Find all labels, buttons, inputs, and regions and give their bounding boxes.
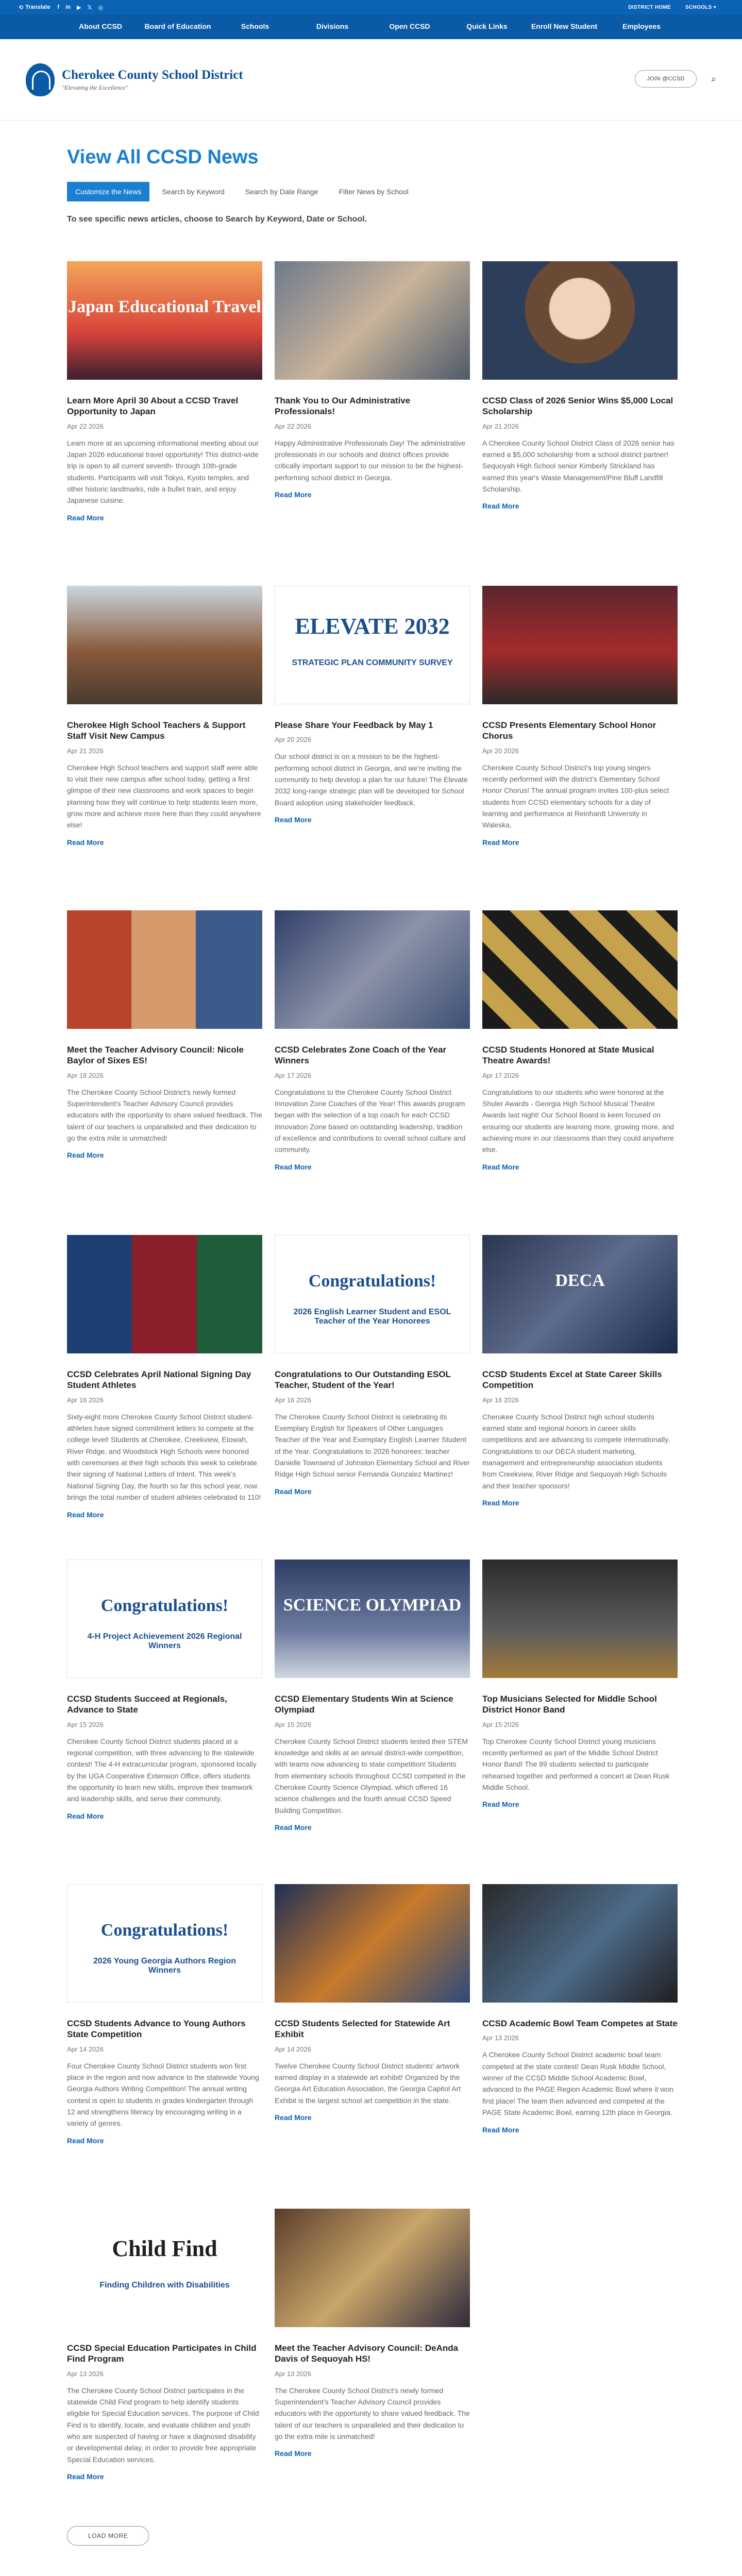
- news-image[interactable]: [67, 1560, 262, 1678]
- news-image[interactable]: [482, 586, 678, 704]
- x-icon[interactable]: 𝕏: [87, 4, 92, 11]
- read-more-link[interactable]: Read More: [275, 816, 312, 824]
- news-image[interactable]: [67, 261, 262, 380]
- news-card[interactable]: [67, 1884, 262, 2183]
- linkedin-icon[interactable]: in: [65, 4, 71, 10]
- news-summary: Cherokee County School District's top young singers recently performed with the district's Elementary School Honor Chorus! The annual program invites 100-plus select students from CCSD elementary schools for a day of learning and performance at Reinhardt University in Waleska.: [482, 763, 669, 829]
- nav-enroll[interactable]: Enroll New Student: [531, 22, 598, 31]
- youtube-icon[interactable]: ▶: [76, 4, 81, 11]
- news-date: Apr 20 2026: [275, 736, 311, 744]
- news-title[interactable]: CCSD Celebrates April National Signing Day Student Athletes: [67, 1369, 251, 1391]
- news-title[interactable]: CCSD Elementary Students Win at Science Olympiad: [275, 1694, 453, 1715]
- news-date: Apr 22 2026: [67, 422, 104, 430]
- news-card[interactable]: [482, 910, 678, 1209]
- news-image[interactable]: [275, 1235, 470, 1353]
- news-summary: A Cherokee County School District academic bowl team competed at the state contest! Dean Rusk Middle School, winner of the CCSD Middle School Academic Bowl, advanced to the PAGE Region Academic Bowl where it won first place! The team then advanced and competed at the PAGE State Academic Bowl, earning 12th place in Georgia.: [482, 2050, 673, 2117]
- news-image[interactable]: [275, 2209, 470, 2327]
- read-more-link[interactable]: Read More: [482, 1499, 519, 1507]
- news-summary: Four Cherokee County School District students won first place in the region and now advance to the statewide Young Georgia Authors Writing Competition! The annual writing contest is open to students in grades kindergarten through 12 and strengthens literacy by encouraging writing in a variety of genres.: [67, 2061, 259, 2128]
- news-date: Apr 18 2026: [67, 1071, 104, 1079]
- read-more-link[interactable]: Read More: [275, 490, 312, 499]
- news-date: Apr 13 2026: [67, 2369, 104, 2378]
- facebook-icon[interactable]: f: [57, 4, 60, 10]
- news-date: Apr 16 2026: [67, 1396, 104, 1404]
- read-more-link[interactable]: Read More: [482, 1162, 519, 1171]
- news-title[interactable]: CCSD Students Selected for Statewide Art Exhibit: [275, 2019, 450, 2040]
- news-summary: Cherokee County School District students tested their STEM knowledge and skills at an annual district-wide competition, with teams now advancing to state competition! Students from elementary schools throughout CCSD competed in the Cherokee County Science Olympiad, which offered 16 science challenges and the fourth annual CCSD Speed Building Competition.: [275, 1737, 468, 1815]
- news-card[interactable]: [482, 1235, 678, 1534]
- news-title[interactable]: CCSD Academic Bowl Team Competes at State: [482, 2019, 678, 2028]
- image-overlay-subtext: STRATEGIC PLAN COMMUNITY SURVEY: [292, 658, 453, 667]
- news-image[interactable]: [482, 1884, 678, 2003]
- news-grid: [67, 261, 678, 2507]
- news-image[interactable]: [482, 1560, 678, 1678]
- read-more-link[interactable]: Read More: [275, 1823, 312, 1832]
- news-summary: The Cherokee County School District participates in the statewide Child Find program to help identify students eligible for Special Education services. The purpose of Child Find is to identify, locate, and evaluate children and youth who are suspected of having or have a diagnosed disability or developmental delay, in order to provide free appropriate Special Education services.: [67, 2386, 259, 2464]
- read-more-link[interactable]: Read More: [67, 513, 104, 522]
- news-image[interactable]: [482, 261, 678, 380]
- news-summary: The Cherokee County School District's newly formed Superintendent's Teacher Advisory Council provides educators with the opportunity to share valued feedback. The talent of our teachers is unparalleled and their dedication to go the extra mile is unmatched!: [275, 2386, 470, 2441]
- read-more-link[interactable]: Read More: [67, 2136, 104, 2145]
- district-logo-icon[interactable]: [26, 63, 55, 96]
- translate-icon: ⟲: [19, 4, 24, 11]
- news-summary: Learn more at an upcoming informational meeting about our Japan 2026 educational travel opportunity! This district-wide trip is open to all current seventh- through 10th-grade students. Participants will visit Tokyo, Kyoto temples, and other historic landmarks, ride a bullet train, and enjoy Japanese cuisine.: [67, 438, 259, 505]
- news-date: Apr 17 2026: [275, 1071, 311, 1079]
- nav-employees[interactable]: Employees: [622, 22, 661, 31]
- schools-dropdown[interactable]: SCHOOLS ▾: [685, 4, 716, 10]
- news-date: Apr 15 2026: [67, 1720, 104, 1728]
- instruction-text: To see specific news articles, choose to Search by Keyword, Date or School.: [67, 215, 367, 224]
- news-summary: Congratulations to our students who were honored at the Shuler Awards - Georgia High School Musical Theatre Awards last night! Our School Board is keen focused on ensuring our students are learning more, growing more, and achieving more in our classrooms than they could anywhere else.: [482, 1088, 674, 1154]
- join-button[interactable]: JOIN @CCSD: [635, 70, 696, 88]
- news-card[interactable]: [67, 1235, 262, 1534]
- nav-divisions[interactable]: Divisions: [316, 22, 349, 31]
- read-more-link[interactable]: Read More: [67, 2472, 104, 2481]
- news-image[interactable]: [67, 910, 262, 1029]
- news-image[interactable]: [482, 1235, 678, 1353]
- news-date: Apr 14 2026: [275, 2045, 311, 2053]
- news-card[interactable]: [275, 261, 470, 560]
- news-title[interactable]: Meet the Teacher Advisory Council: Nicole Baylor of Sixes ES!: [67, 1045, 244, 1066]
- news-title[interactable]: CCSD Students Honored at State Musical Theatre Awards!: [482, 1045, 654, 1066]
- image-overlay-text: SCIENCE OLYMPIAD: [283, 1596, 462, 1615]
- news-card[interactable]: [67, 910, 262, 1209]
- page-title: View All CCSD News: [67, 146, 259, 168]
- news-summary: The Cherokee County School District's newly formed Superintendent's Teacher Advisory Council provides educators with the opportunity to share valued feedback. The talent of our teachers is unparalleled and their dedication to go the extra mile is unmatched!: [67, 1088, 262, 1143]
- image-overlay-text: Congratulations!: [308, 1272, 436, 1291]
- instagram-icon[interactable]: ◎: [98, 4, 103, 11]
- news-summary: The Cherokee County School District is celebrating its Exemplary English for Speakers of Other Languages Teacher of the Year and Exemplary English Learner Student of the Year. Congratulations to 2026 honorees: teacher Danielle Townsend of Johnston Elementary School and River Ridge High School senior Fernanda Gonzalez Martinez!: [275, 1412, 470, 1479]
- news-card[interactable]: [482, 586, 678, 885]
- news-title[interactable]: Please Share Your Feedback by May 1: [275, 720, 433, 730]
- image-overlay-text: Congratulations!: [100, 1921, 229, 1940]
- news-main: [0, 146, 742, 2576]
- news-date: Apr 16 2026: [275, 1396, 311, 1404]
- image-overlay-subtext: 4-H Project Achievement 2026 Regional Winners: [87, 1632, 242, 1650]
- news-summary: Congratulations to the Cherokee County School District Innovation Zone Coaches of the Year! This awards program began with the selection of a top coach for each CCSD Innovation Zone based on outstanding leadership, tradition of excellence and contributions to overall school culture and community.: [275, 1088, 466, 1154]
- read-more-link[interactable]: Read More: [275, 1487, 312, 1496]
- nav-board[interactable]: Board of Education: [144, 22, 211, 31]
- read-more-link[interactable]: Read More: [482, 1800, 519, 1809]
- news-summary: Cherokee County School District students placed at a regional competition, with three advancing to the statewide contest! The 4-H extracurricular program, sponsored locally by the UGA Cooperative Extension Office, offers students the opportunity to learn new skills, improve their teamwork and leadership skills, and serve their community.: [67, 1737, 257, 1803]
- news-image[interactable]: [67, 2209, 262, 2327]
- news-date: Apr 16 2026: [482, 1396, 519, 1404]
- news-summary: Sixty-eight more Cherokee County School District student-athletes have signed commitment letters to compete at the college level! Students at Cherokee, Creekview, Etowah, River Ridge, and Woodstock High Schools were honored with ceremonies at their high schools this week to celebrate their signing of National Letters of Intent. This week's National Signing Day, the fourth so far this school year, now brings the total number of student athletes celebrated to 110!: [67, 1412, 261, 1502]
- news-image[interactable]: [67, 1235, 262, 1353]
- read-more-link[interactable]: Read More: [275, 2113, 312, 2122]
- news-card[interactable]: [67, 261, 262, 560]
- news-title[interactable]: CCSD Students Succeed at Regionals, Advance to State: [67, 1694, 227, 1715]
- district-logo-text[interactable]: Cherokee County School District "Elevating the Excellence": [62, 67, 243, 91]
- news-card[interactable]: [482, 1560, 678, 1858]
- news-title[interactable]: CCSD Presents Elementary School Honor Chorus: [482, 720, 656, 741]
- news-card[interactable]: [67, 586, 262, 885]
- image-overlay-text: DECA: [555, 1271, 605, 1290]
- news-summary: Our school district is on a mission to be the highest-performing school district in Georgia, and we're inviting the community to help develop a plan for our future! The Elevate 2032 long-range strategic plan will be developed for School Board adoption using stakeholder feedback.: [275, 752, 468, 807]
- read-more-link[interactable]: Read More: [482, 2125, 519, 2134]
- news-image[interactable]: [482, 910, 678, 1029]
- news-summary: Twelve Cherokee County School District students' artwork earned display in a statewide art exhibit! Organized by the Georgia Art Education Association, the Georgia Capitol Art Exhibit is the largest school art competition in the state.: [275, 2061, 461, 2105]
- news-card[interactable]: [482, 261, 678, 560]
- image-overlay-subtext: 2026 English Learner Student and ESOL Teacher of the Year Honorees: [293, 1308, 451, 1326]
- image-overlay-subtext: 2026 Young Georgia Authors Region Winners: [93, 1957, 237, 1975]
- news-title[interactable]: Top Musicians Selected for Middle School District Honor Band: [482, 1694, 657, 1715]
- news-summary: Top Cherokee County School District young musicians recently performed as part of the Middle School District Honor Band! The 89 students selected to participate rehearsed together and performed a concert at Dean Rusk Middle School.: [482, 1737, 670, 1792]
- read-more-link[interactable]: Read More: [275, 1162, 312, 1171]
- read-more-link[interactable]: Read More: [275, 2449, 312, 2458]
- read-more-link[interactable]: Read More: [67, 1151, 104, 1160]
- utility-bar: [0, 0, 742, 14]
- social-links: [58, 4, 103, 11]
- news-date: Apr 20 2026: [482, 747, 519, 755]
- read-more-link[interactable]: Read More: [482, 838, 519, 846]
- read-more-link[interactable]: Read More: [67, 838, 104, 846]
- news-date: Apr 14 2026: [67, 2045, 104, 2053]
- translate-button[interactable]: ⟲ Translate: [19, 4, 50, 11]
- news-title[interactable]: CCSD Class of 2026 Senior Wins $5,000 Local Scholarship: [482, 396, 673, 417]
- news-image[interactable]: [67, 1884, 262, 2003]
- news-summary: A Cherokee County School District Class of 2026 senior has earned a $5,000 scholarship from a school district partner! Sequoyah High School senior Kimberly Strickland has earned this year's Waste Management/Pine Bluff Landfill Scholarship.: [482, 438, 674, 494]
- tab-school[interactable]: Filter News by School: [330, 182, 416, 201]
- news-image[interactable]: [275, 261, 470, 380]
- load-more-button[interactable]: LOAD MORE: [67, 2526, 149, 2546]
- news-summary: Cherokee High School teachers and support staff were able to visit their new campus after school today, getting a first glimpse of their new classrooms and work spaces to begin planning how they will continue to help students learn more, grow more and achieve more here than they could anywhere else!: [67, 763, 261, 829]
- news-summary: Cherokee County School District high school students earned state and regional honors in career skills competitions and are advancing to compete internationally. Congratulations to our DECA student marketing, management and entrepreneurship association students from Creekview, River Ridge and Sequoyah High Schools and their teacher sponsors!: [482, 1412, 670, 1490]
- news-date: Apr 21 2026: [482, 422, 519, 430]
- news-title[interactable]: CCSD Celebrates Zone Coach of the Year Winners: [275, 1045, 447, 1066]
- news-date: Apr 15 2026: [275, 1720, 311, 1728]
- news-card[interactable]: [67, 2209, 262, 2507]
- read-more-link[interactable]: Read More: [67, 1811, 104, 1820]
- news-title[interactable]: Cherokee High School Teachers & Support Staff Visit New Campus: [67, 720, 246, 741]
- news-date: Apr 15 2026: [482, 1720, 519, 1728]
- news-date: Apr 17 2026: [482, 1071, 519, 1079]
- image-overlay-text: Congratulations!: [100, 1596, 229, 1615]
- read-more-link[interactable]: Read More: [67, 1510, 104, 1519]
- news-card[interactable]: [275, 2209, 470, 2507]
- tab-date-range[interactable]: Search by Date Range: [237, 182, 327, 201]
- image-overlay-text: Child Find: [112, 2236, 217, 2261]
- image-overlay-text: Japan Educational Travel: [68, 297, 261, 316]
- news-image[interactable]: [275, 910, 470, 1029]
- image-overlay-subtext: Finding Children with Disabilities: [99, 2281, 230, 2290]
- news-card[interactable]: [275, 910, 470, 1209]
- news-card[interactable]: [275, 1235, 470, 1534]
- news-date: Apr 22 2026: [275, 422, 311, 430]
- site-header: [0, 39, 742, 121]
- news-image[interactable]: [275, 1884, 470, 2003]
- news-title[interactable]: Meet the Teacher Advisory Council: DeAnda Davis of Sequoyah HS!: [275, 2343, 459, 2364]
- read-more-link[interactable]: Read More: [482, 502, 519, 511]
- district-home-link[interactable]: DISTRICT HOME: [628, 4, 671, 10]
- news-card[interactable]: [482, 1884, 678, 2183]
- news-date: Apr 13 2026: [275, 2369, 311, 2378]
- news-title[interactable]: CCSD Students Advance to Young Authors State Competition: [67, 2019, 246, 2040]
- news-title[interactable]: Learn More April 30 About a CCSD Travel Opportunity to Japan: [67, 396, 239, 417]
- news-date: Apr 13 2026: [482, 2034, 519, 2042]
- news-tabs: [67, 182, 675, 201]
- news-image[interactable]: [275, 586, 470, 704]
- nav-quick-links[interactable]: Quick Links: [466, 22, 508, 31]
- news-card[interactable]: [275, 1560, 470, 1858]
- news-title[interactable]: CCSD Students Excel at State Career Skills Competition: [482, 1369, 662, 1391]
- nav-about[interactable]: About CCSD: [79, 22, 122, 31]
- news-date: Apr 21 2026: [67, 747, 104, 755]
- nav-open-ccsd[interactable]: Open CCSD: [389, 22, 430, 31]
- news-summary: Happy Administrative Professionals Day! The administrative professionals in our schools and district offices provide critically important support to our mission to be the highest-performing school district in Georgia.: [275, 438, 466, 482]
- news-title[interactable]: Thank You to Our Administrative Professionals!: [275, 396, 411, 417]
- main-nav: [0, 14, 742, 39]
- news-card[interactable]: [67, 1560, 262, 1858]
- news-title[interactable]: CCSD Special Education Participates in Child Find Program: [67, 2343, 257, 2364]
- news-title[interactable]: Congratulations to Our Outstanding ESOL Teacher, Student of the Year!: [275, 1369, 451, 1391]
- news-image[interactable]: [67, 586, 262, 704]
- tab-keyword[interactable]: Search by Keyword: [154, 182, 232, 201]
- news-image[interactable]: [275, 1560, 470, 1678]
- image-overlay-text: ELEVATE 2032: [295, 614, 450, 639]
- search-icon[interactable]: ⌕: [711, 73, 716, 84]
- news-card[interactable]: [275, 586, 470, 885]
- nav-schools[interactable]: Schools: [241, 22, 269, 31]
- news-card[interactable]: [275, 1884, 470, 2183]
- tab-customize[interactable]: Customize the News: [67, 182, 149, 201]
